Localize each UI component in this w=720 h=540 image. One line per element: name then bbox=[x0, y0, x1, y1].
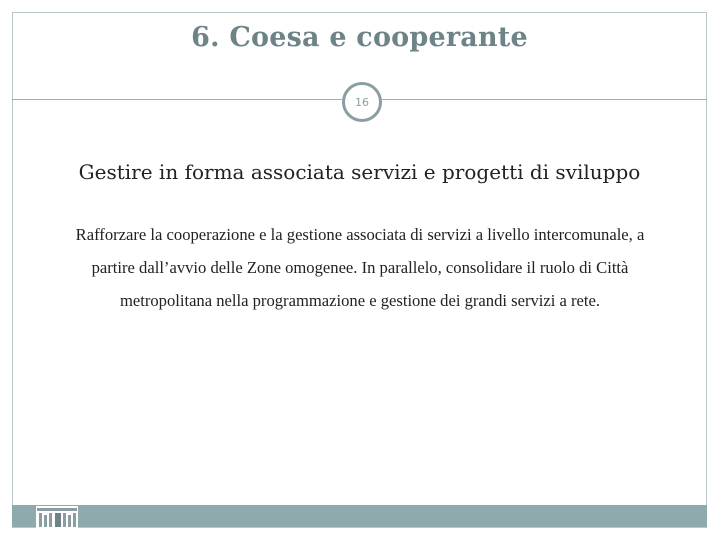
page-number-badge bbox=[342, 82, 382, 122]
slide-subtitle: Gestire in forma associata servizi e progetti di sviluppo bbox=[78, 160, 641, 184]
page-number: 16 bbox=[355, 95, 369, 109]
footer-band bbox=[12, 505, 707, 527]
body-line: metropolitana nella programmazione e gestione dei grandi servizi a rete. bbox=[119, 291, 601, 310]
body-line: Rafforzare la cooperazione e la gestione associata di servizi a livello intercomunale, a bbox=[75, 225, 645, 244]
body-paragraph bbox=[24, 218, 696, 317]
city-logo-icon bbox=[36, 506, 78, 528]
header-divider-right bbox=[382, 99, 707, 100]
slide-title: 6. Coesa e cooperante bbox=[191, 22, 528, 53]
header-divider-left bbox=[12, 99, 342, 100]
body-line: partire dall’avvio delle Zone omogenee. In parallelo, consolidare il ruolo di Città bbox=[91, 258, 629, 277]
